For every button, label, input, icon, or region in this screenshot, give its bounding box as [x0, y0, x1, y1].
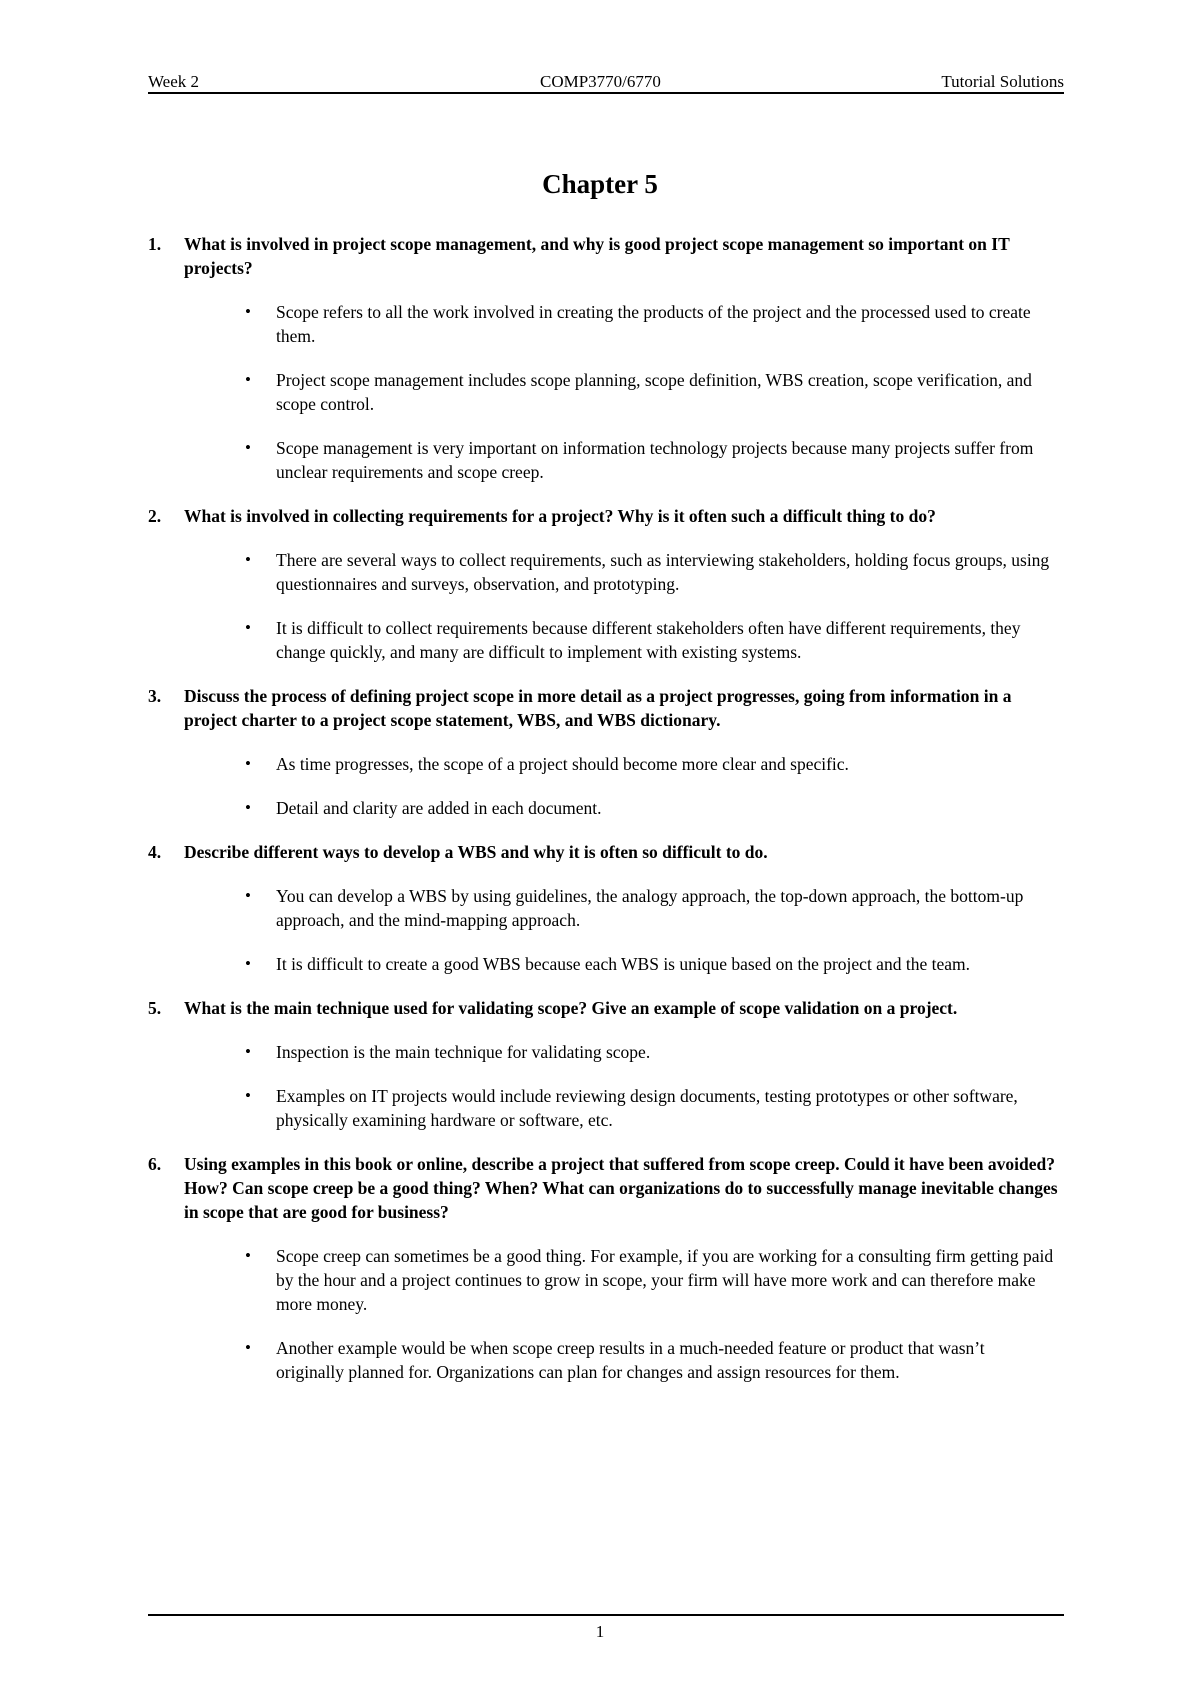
- header-week: Week 2: [148, 72, 200, 91]
- question-text: Using examples in this book or online, describe a project that suffered from scope creep. Could it have been avoided? How? Can scope creep be a good thing? When? What can organizations do to successfully manage inevitable changes in scope that are good for business?: [184, 1154, 1058, 1222]
- question-number: 2.: [148, 506, 162, 526]
- question-5: [148, 996, 1068, 1020]
- answer-text: Examples on IT projects would include reviewing design documents, testing prototypes or other software, physically examining hardware or software, etc.: [276, 1086, 1018, 1130]
- question-3: [148, 684, 1068, 732]
- answer-item: [148, 752, 1068, 776]
- answer-item: [148, 796, 1068, 820]
- answer-text: It is difficult to create a good WBS because each WBS is unique based on the project and the team.: [276, 954, 970, 974]
- bullet-icon: •: [245, 550, 251, 569]
- bullet-icon: •: [245, 438, 251, 457]
- answer-item: [148, 1084, 1068, 1132]
- answer-text: As time progresses, the scope of a project should become more clear and specific.: [276, 754, 849, 774]
- answer-item: [148, 1040, 1068, 1064]
- question-text: What is involved in collecting requirements for a project? Why is it often such a difficult thing to do?: [184, 506, 936, 526]
- answer-list: [148, 548, 1068, 664]
- answer-item: [148, 1244, 1068, 1316]
- answer-item: [148, 548, 1068, 596]
- bullet-icon: •: [245, 1042, 251, 1061]
- answer-item: [148, 368, 1068, 416]
- footer-rule: [148, 1614, 1064, 1616]
- question-number: 4.: [148, 842, 162, 862]
- page-number: 1: [595, 1622, 605, 1641]
- question-text: Discuss the process of defining project scope in more detail as a project progresses, going from information in a project charter to a project scope statement, WBS, and WBS dictionary.: [184, 686, 1012, 730]
- answer-item: [148, 436, 1068, 484]
- answer-list: [148, 752, 1068, 820]
- answer-list: [148, 884, 1068, 976]
- chapter-title: Chapter 5: [542, 169, 658, 199]
- question-number: 3.: [148, 686, 162, 706]
- question-2: [148, 504, 1068, 528]
- bullet-icon: •: [245, 886, 251, 905]
- header-course-code: COMP3770/6770: [540, 72, 661, 91]
- question-number: 1.: [148, 234, 162, 254]
- question-number: 5.: [148, 998, 162, 1018]
- bullet-icon: •: [245, 1246, 251, 1265]
- answer-list: [148, 1244, 1068, 1384]
- question-number: 6.: [148, 1154, 162, 1174]
- question-text: What is involved in project scope management, and why is good project scope management so important on IT projects?: [184, 234, 1010, 278]
- answer-item: [148, 952, 1068, 976]
- question-text: Describe different ways to develop a WBS and why it is often so difficult to do.: [184, 842, 768, 862]
- answer-list: [148, 1040, 1068, 1132]
- bullet-icon: •: [245, 302, 251, 321]
- answer-text: Detail and clarity are added in each document.: [276, 798, 602, 818]
- question-4: [148, 840, 1068, 864]
- bullet-icon: •: [245, 618, 251, 637]
- answer-text: Scope creep can sometimes be a good thing. For example, if you are working for a consulting firm getting paid by the hour and a project continues to grow in scope, your firm will have more work and can therefore make more money.: [276, 1246, 1054, 1314]
- answer-text: You can develop a WBS by using guidelines, the analogy approach, the top-down approach, the bottom-up approach, and the mind-mapping approach.: [276, 886, 1024, 930]
- question-1: [148, 232, 1068, 280]
- bullet-icon: •: [245, 954, 251, 973]
- answer-list: [148, 300, 1068, 484]
- answer-item: [148, 884, 1068, 932]
- answer-item: [148, 1336, 1068, 1384]
- answer-item: [148, 616, 1068, 664]
- answer-text: Scope refers to all the work involved in creating the products of the project and the processed used to create them.: [276, 302, 1031, 346]
- answer-item: [148, 300, 1068, 348]
- answer-text: Scope management is very important on information technology projects because many projects suffer from unclear requirements and scope creep.: [276, 438, 1034, 482]
- bullet-icon: •: [245, 370, 251, 389]
- questions-list: [148, 232, 1068, 1384]
- header-doc-type: Tutorial Solutions: [941, 72, 1064, 91]
- answer-text: Inspection is the main technique for validating scope.: [276, 1042, 651, 1062]
- bullet-icon: •: [245, 1086, 251, 1105]
- answer-text: Project scope management includes scope planning, scope definition, WBS creation, scope verification, and scope control.: [276, 370, 1032, 414]
- answer-text: It is difficult to collect requirements because different stakeholders often have different requirements, they change quickly, and many are difficult to implement with existing systems.: [276, 618, 1021, 662]
- bullet-icon: •: [245, 798, 251, 817]
- bullet-icon: •: [245, 754, 251, 773]
- bullet-icon: •: [245, 1338, 251, 1357]
- question-6: [148, 1152, 1068, 1224]
- question-text: What is the main technique used for validating scope? Give an example of scope validation on a project.: [184, 998, 958, 1018]
- answer-text: Another example would be when scope creep results in a much-needed feature or product that wasn’t originally planned for. Organizations can plan for changes and assign resources for them.: [276, 1338, 985, 1382]
- answer-text: There are several ways to collect requirements, such as interviewing stakeholders, holding focus groups, using questionnaires and surveys, observation, and prototyping.: [276, 550, 1050, 594]
- page-header: [148, 72, 1064, 94]
